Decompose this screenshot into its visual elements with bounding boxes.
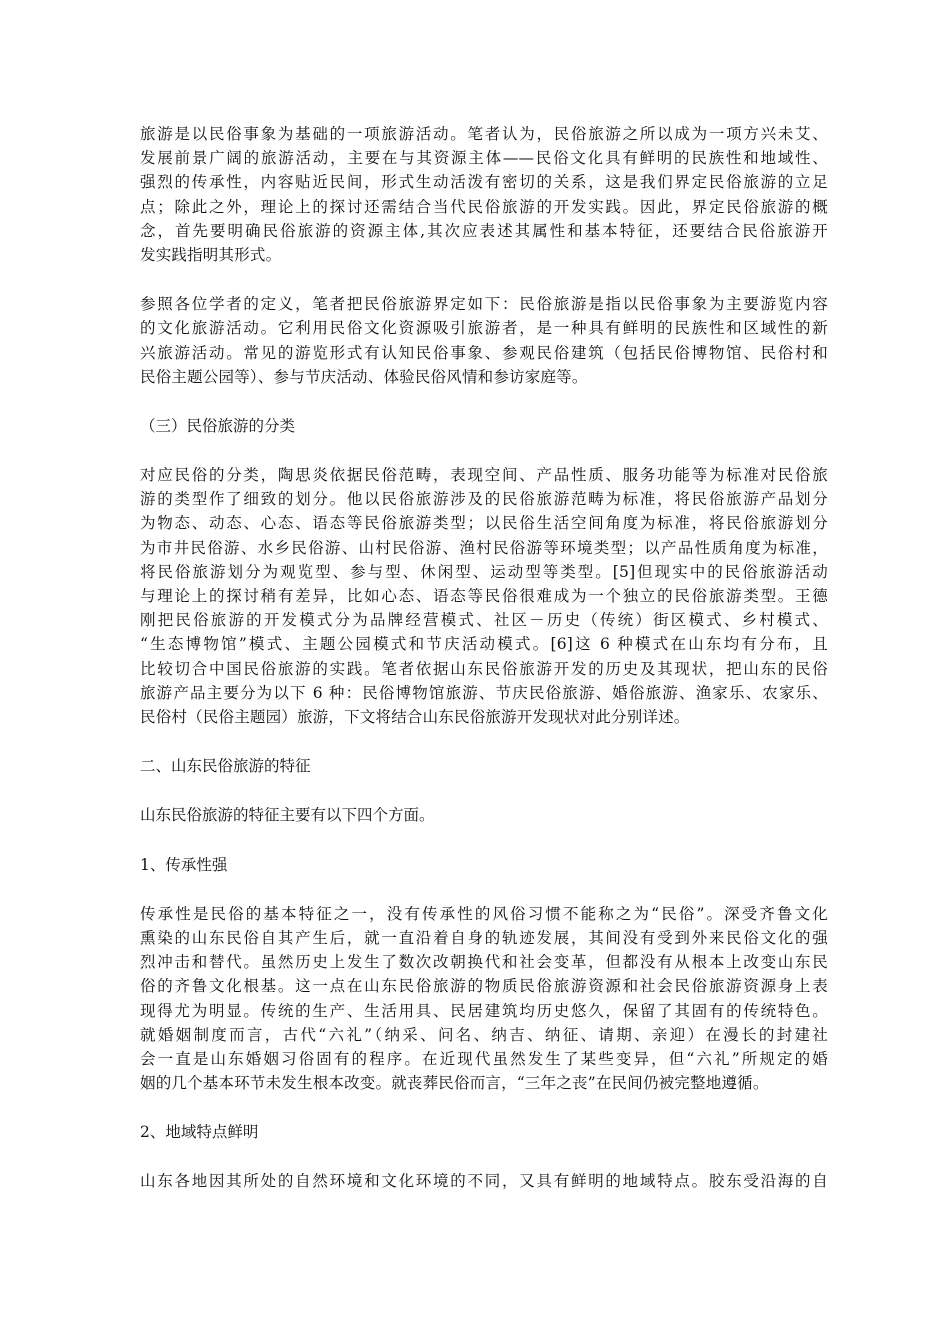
text-line: 强烈的传承性，内容贴近民间，形式生动活泼有密切的关系，这是我们界定民俗旅游的立足 (140, 173, 828, 192)
text-line: 山东各地因其所处的自然环境和文化环境的不同，又具有鲜明的地域特点。胶东受沿海的自 (140, 1172, 828, 1191)
subheading-inheritance: 1、传承性强 (140, 855, 228, 874)
text-line: 民俗村（民俗主题园）旅游，下文将结合山东民俗旅游开发现状对此分别详述。 (140, 707, 690, 726)
document-page (140, 122, 828, 1194)
text-line: 传承性是民俗的基本特征之一，没有传承性的风俗习惯不能称之为“民俗”。深受齐鲁文化 (140, 904, 828, 923)
text-line: 念，首先要明确民俗旅游的资源主体,其次应表述其属性和基本特征，还要结合民俗旅游开 (140, 221, 828, 240)
subheading-regional: 2、地域特点鲜明 (140, 1123, 259, 1142)
text-line: 熏染的山东民俗自其产生后，就一直沿着自身的轨迹发展，其间没有受到外来民俗文化的强 (140, 928, 828, 947)
text-line: 现得尤为明显。传统的生产、生活用具、民居建筑均历史悠久，保留了其固有的传统特色。 (140, 1001, 828, 1020)
text-line: 旅游是以民俗事象为基础的一项旅游活动。笔者认为，民俗旅游之所以成为一项方兴未艾、 (140, 125, 828, 143)
text-line: 参照各位学者的定义，笔者把民俗旅游界定如下：民俗旅游是指以民俗事象为主要游览内容 (140, 295, 828, 314)
text-line: 民俗主题公园等）、参与节庆活动、体验民俗风情和参访家庭等。 (140, 367, 588, 386)
text-line: 旅游产品主要分为以下 6 种：民俗博物馆旅游、节庆民俗旅游、婚俗旅游、渔家乐、农家乐、 (140, 683, 828, 702)
text-line: 将民俗旅游划分为观览型、参与型、休闲型、运动型等类型。[5]但现实中的民俗旅游活动 (140, 562, 828, 581)
text-line: 姻的几个基本环节未发生根本改变。就丧葬民俗而言，“三年之丧”在民间仍被完整地遵循。 (140, 1074, 769, 1093)
text-line: 为物态、动态、心态、语态等民俗旅游类型；以民俗生活空间角度为标准，将民俗旅游划分 (140, 514, 828, 533)
section-heading-classification: （三）民俗旅游的分类 (140, 416, 296, 435)
text-line: 的文化旅游活动。它利用民俗文化资源吸引旅游者，是一种具有鲜明的民族性和区域性的新 (140, 319, 828, 338)
text-line: 刚把民俗旅游的开发模式分为品牌经营模式、社区－历史（传统）街区模式、乡村模式、 (140, 611, 828, 630)
paragraph-definition (140, 292, 828, 389)
text-line: 发展前景广阔的旅游活动，主要在与其资源主体——民俗文化具有鲜明的民族性和地域性、 (140, 149, 828, 168)
paragraph-classification (140, 463, 828, 729)
text-line: 与理论上的探讨稍有差异，比如心态、语态等民俗很难成为一个独立的民俗旅游类型。王德 (140, 587, 828, 606)
text-line: 会一直是山东婚姻习俗固有的程序。在近现代虽然发生了某些变异，但“六礼”所规定的婚 (140, 1049, 828, 1068)
paragraph-features-intro: 山东民俗旅游的特征主要有以下四个方面。 (140, 806, 435, 825)
text-line: 俗的齐鲁文化根基。这一点在山东民俗旅游的物质民俗旅游资源和社会民俗旅游资源身上表 (140, 977, 828, 996)
paragraph-inheritance (140, 902, 828, 1096)
text-line: 比较切合中国民俗旅游的实践。笔者依据山东民俗旅游开发的历史及其现状，把山东的民俗 (140, 659, 828, 678)
paragraph-regional (140, 1169, 828, 1193)
text-line: 发实践指明其形式。 (140, 245, 282, 264)
text-line: 就婚姻制度而言，古代“六礼”（纳采、问名、纳吉、纳征、请期、亲迎）在漫长的封建社 (140, 1025, 828, 1044)
text-line: 为市井民俗游、水乡民俗游、山村民俗游、渔村民俗游等环境类型；以产品性质角度为标准， (140, 538, 828, 557)
text-line: 烈冲击和替代。虽然历史上发生了数次改朝换代和社会变革，但都没有从根本上改变山东民 (140, 953, 828, 972)
text-line: 兴旅游活动。常见的游览形式有认知民俗事象、参观民俗建筑（包括民俗博物馆、民俗村和 (140, 343, 828, 362)
text-line: 点；除此之外，理论上的探讨还需结合当代民俗旅游的开发实践。因此，界定民俗旅游的概 (140, 197, 828, 216)
paragraph-definition-intro (140, 122, 828, 267)
section-heading-features: 二、山东民俗旅游的特征 (140, 757, 311, 776)
text-line: “生态博物馆”模式、主题公园模式和节庆活动模式。[6]这 6 种模式在山东均有分布，且 (140, 635, 828, 654)
text-line: 游的类型作了细致的划分。他以民俗旅游涉及的民俗旅游范畴为标准，将民俗旅游产品划分 (140, 490, 828, 509)
text-line: 对应民俗的分类，陶思炎依据民俗范畴，表现空间、产品性质、服务功能等为标准对民俗旅 (140, 466, 828, 485)
